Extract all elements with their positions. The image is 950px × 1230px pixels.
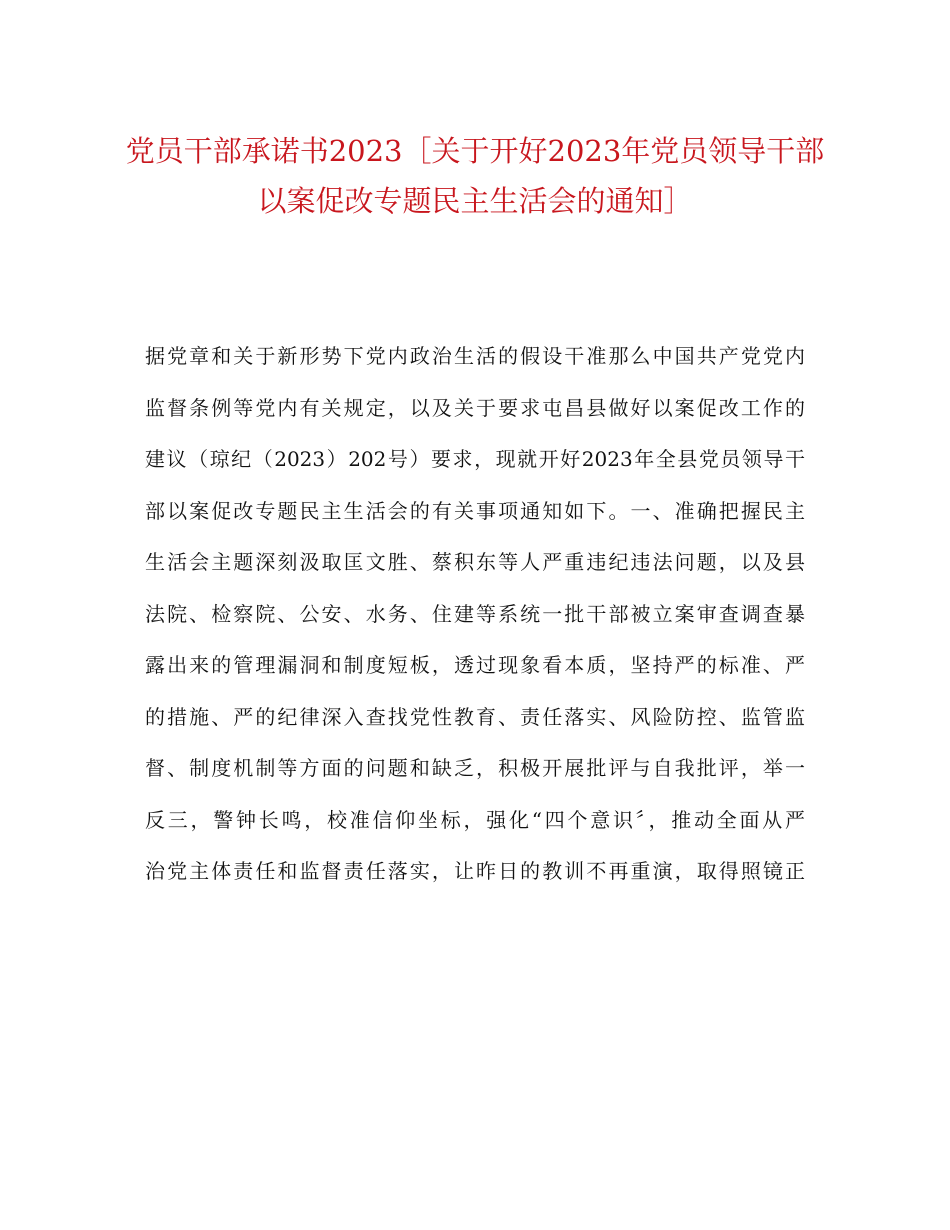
body-line: 部以案促改专题民主生活会的有关事项通知如下。一、准确把握民主 (145, 498, 805, 523)
body-line: 的措施、严的纪律深入查找党性教育、责任落实、风险防控、监管监 (145, 704, 805, 729)
body-line: 露出来的管理漏洞和制度短板，透过现象看本质，坚持严的标准、严 (145, 653, 805, 677)
body-line: 监督条例等党内有关规定，以及关于要求屯昌县做好以案促改工作的 (145, 395, 805, 420)
body-line: 治党主体责任和监督责任落实，让昨日的教训不再重演，取得照镜正 (145, 859, 805, 883)
body-line: 据党章和关于新形势下党内政治生活的假设干准那么中国共产党党内 (145, 344, 805, 368)
title-line: 以案促改专题民主生活会的通知］ (257, 184, 693, 218)
body-line: 法院、检察院、公安、水务、住建等系统一批干部被立案审查调查暴 (145, 601, 805, 626)
body-line: 反三，警钟长鸣，校准信仰坐标，强化“四个意识〞，推动全面从严 (145, 807, 805, 832)
body-line: 建议（琼纪（2023）202号）要求，现就开好2023年全县党员领导干 (145, 447, 805, 471)
document-body (145, 336, 805, 903)
document-title (100, 126, 850, 226)
body-line: 生活会主题深刻汲取匡文胜、蔡积东等人严重违纪违法问题，以及县 (145, 550, 805, 574)
body-line: 督、制度机制等方面的问题和缺乏，积极开展批评与自我批评，举一 (145, 756, 805, 780)
title-line: 党员干部承诺书2023［关于开好2023年党员领导干部 (125, 134, 825, 168)
